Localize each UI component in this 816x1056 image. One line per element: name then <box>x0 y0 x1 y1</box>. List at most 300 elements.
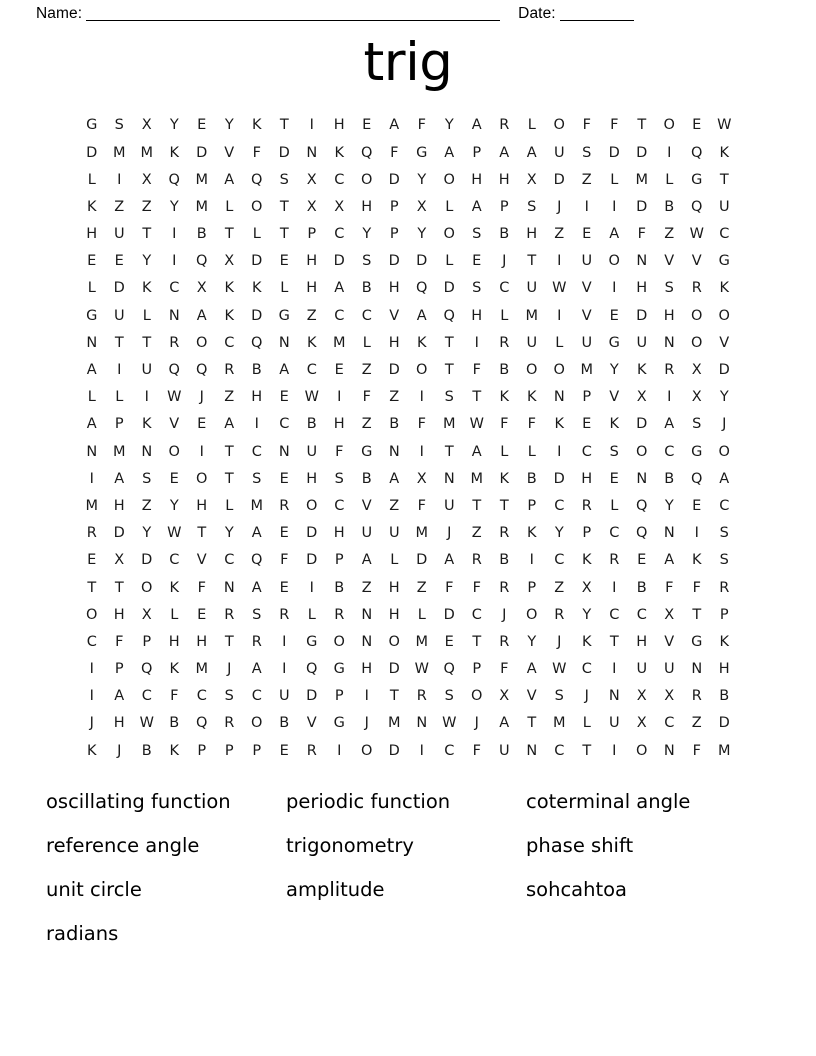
grid-letter[interactable]: X <box>636 715 647 732</box>
grid-letter[interactable]: T <box>609 633 619 650</box>
grid-letter[interactable]: T <box>142 334 152 351</box>
grid-letter[interactable]: A <box>499 144 510 161</box>
grid-letter[interactable]: T <box>279 117 289 134</box>
grid-letter[interactable]: J <box>227 661 232 678</box>
grid-letter[interactable]: C <box>581 661 592 678</box>
grid-letter[interactable]: A <box>609 226 620 243</box>
grid-letter[interactable]: J <box>557 633 562 650</box>
grid-letter[interactable]: B <box>499 552 510 569</box>
grid-letter[interactable]: C <box>636 606 647 623</box>
grid-letter[interactable]: C <box>334 307 345 324</box>
grid-letter[interactable]: R <box>609 552 620 569</box>
grid-letter[interactable]: N <box>636 470 648 487</box>
grid-letter[interactable]: N <box>636 253 648 270</box>
grid-letter[interactable]: Z <box>471 525 482 542</box>
grid-letter[interactable]: L <box>527 443 536 460</box>
grid-letter[interactable]: X <box>691 362 702 379</box>
grid-letter[interactable]: Q <box>443 661 455 678</box>
grid-letter[interactable]: X <box>224 253 235 270</box>
grid-letter[interactable]: R <box>499 633 510 650</box>
grid-letter[interactable]: M <box>415 525 428 542</box>
grid-letter[interactable]: V <box>664 253 675 270</box>
grid-letter[interactable]: N <box>278 443 290 460</box>
grid-letter[interactable]: K <box>334 144 344 161</box>
grid-letter[interactable]: I <box>612 579 617 596</box>
grid-letter[interactable]: F <box>335 443 344 460</box>
grid-letter[interactable]: X <box>664 688 675 705</box>
grid-letter[interactable]: N <box>306 144 318 161</box>
grid-letter[interactable]: H <box>388 606 400 623</box>
grid-letter[interactable]: S <box>719 525 729 542</box>
grid-letter[interactable]: Y <box>444 117 454 134</box>
grid-letter[interactable]: L <box>390 552 399 569</box>
grid-letter[interactable]: S <box>142 470 152 487</box>
grid-letter[interactable]: X <box>416 198 427 215</box>
grid-letter[interactable]: D <box>113 525 125 542</box>
grid-letter[interactable]: L <box>610 497 619 514</box>
grid-letter[interactable]: F <box>197 579 206 596</box>
grid-letter[interactable]: T <box>197 525 207 542</box>
grid-letter[interactable]: G <box>306 633 318 650</box>
grid-letter[interactable]: A <box>664 416 675 433</box>
grid-letter[interactable]: K <box>636 362 647 379</box>
grid-letter[interactable]: H <box>196 633 208 650</box>
grid-letter[interactable]: H <box>636 280 648 297</box>
grid-letter[interactable]: X <box>141 117 152 134</box>
grid-letter[interactable]: Y <box>609 362 619 379</box>
grid-letter[interactable]: C <box>141 688 152 705</box>
grid-letter[interactable]: J <box>199 389 204 406</box>
grid-letter[interactable]: C <box>86 633 97 650</box>
grid-letter[interactable]: R <box>169 334 180 351</box>
grid-letter[interactable]: H <box>471 307 483 324</box>
grid-letter[interactable]: K <box>691 552 702 569</box>
grid-letter[interactable]: E <box>279 389 289 406</box>
grid-letter[interactable]: S <box>692 416 702 433</box>
grid-letter[interactable]: I <box>199 443 204 460</box>
grid-letter[interactable]: E <box>279 253 289 270</box>
grid-letter[interactable]: E <box>609 470 619 487</box>
grid-letter[interactable]: L <box>225 497 234 514</box>
grid-letter[interactable]: J <box>447 525 452 542</box>
grid-letter[interactable]: L <box>362 334 371 351</box>
grid-letter[interactable]: J <box>502 606 507 623</box>
grid-letter[interactable]: Q <box>443 307 455 324</box>
grid-letter[interactable]: M <box>112 144 126 161</box>
grid-letter[interactable]: K <box>581 552 592 569</box>
grid-letter[interactable]: F <box>445 579 454 596</box>
grid-letter[interactable]: T <box>87 579 97 596</box>
grid-letter[interactable]: G <box>691 171 703 188</box>
grid-letter[interactable]: I <box>557 253 562 270</box>
grid-letter[interactable]: A <box>361 552 372 569</box>
grid-letter[interactable]: O <box>636 443 648 460</box>
grid-letter[interactable]: X <box>636 688 647 705</box>
grid-letter[interactable]: Z <box>581 171 592 188</box>
grid-letter[interactable]: X <box>664 606 675 623</box>
grid-letter[interactable]: T <box>224 443 234 460</box>
grid-letter[interactable]: U <box>361 525 373 542</box>
grid-letter[interactable]: Q <box>691 198 703 215</box>
grid-letter[interactable]: A <box>251 661 262 678</box>
grid-letter[interactable]: S <box>334 470 344 487</box>
grid-letter[interactable]: B <box>334 579 345 596</box>
grid-letter[interactable]: H <box>526 226 538 243</box>
grid-letter[interactable]: D <box>113 280 125 297</box>
grid-letter[interactable]: L <box>417 606 426 623</box>
grid-letter[interactable]: Z <box>554 579 565 596</box>
grid-letter[interactable]: L <box>665 171 674 188</box>
grid-letter[interactable]: N <box>443 470 455 487</box>
grid-letter[interactable]: Q <box>141 661 153 678</box>
grid-letter[interactable]: W <box>689 226 704 243</box>
grid-letter[interactable]: H <box>388 280 400 297</box>
grid-letter[interactable]: I <box>117 362 122 379</box>
grid-letter[interactable]: P <box>142 633 152 650</box>
grid-letter[interactable]: O <box>526 362 538 379</box>
grid-letter[interactable]: P <box>472 661 482 678</box>
grid-letter[interactable]: D <box>388 253 400 270</box>
grid-letter[interactable]: V <box>361 497 372 514</box>
grid-letter[interactable]: A <box>526 144 537 161</box>
grid-letter[interactable]: W <box>552 280 567 297</box>
grid-letter[interactable]: P <box>389 226 399 243</box>
grid-letter[interactable]: L <box>582 715 591 732</box>
grid-letter[interactable]: E <box>334 362 344 379</box>
grid-letter[interactable]: K <box>141 280 152 297</box>
grid-letter[interactable]: I <box>667 389 672 406</box>
grid-letter[interactable]: L <box>527 117 536 134</box>
grid-letter[interactable]: T <box>389 688 399 705</box>
grid-letter[interactable]: N <box>86 334 98 351</box>
grid-letter[interactable]: A <box>719 470 730 487</box>
grid-letter[interactable]: G <box>86 117 98 134</box>
grid-letter[interactable]: N <box>691 661 703 678</box>
grid-letter[interactable]: U <box>113 226 125 243</box>
grid-letter[interactable]: T <box>472 389 482 406</box>
grid-letter[interactable]: S <box>719 552 729 569</box>
grid-letter[interactable]: X <box>141 171 152 188</box>
grid-letter[interactable]: V <box>664 633 675 650</box>
grid-letter[interactable]: G <box>86 307 98 324</box>
grid-letter[interactable]: Q <box>251 552 263 569</box>
grid-letter[interactable]: M <box>717 742 731 759</box>
grid-letter[interactable]: N <box>168 307 180 324</box>
grid-letter[interactable]: B <box>361 280 372 297</box>
grid-letter[interactable]: K <box>554 416 564 433</box>
grid-letter[interactable]: B <box>499 226 510 243</box>
grid-letter[interactable]: B <box>251 362 262 379</box>
grid-letter[interactable]: O <box>663 117 675 134</box>
grid-letter[interactable]: C <box>224 334 235 351</box>
grid-letter[interactable]: P <box>389 198 399 215</box>
grid-letter[interactable]: Z <box>361 579 372 596</box>
grid-letter[interactable]: H <box>113 606 125 623</box>
grid-letter[interactable]: I <box>144 389 149 406</box>
grid-letter[interactable]: O <box>443 226 455 243</box>
grid-letter[interactable]: S <box>472 226 482 243</box>
grid-letter[interactable]: I <box>557 443 562 460</box>
grid-letter[interactable]: O <box>443 171 455 188</box>
grid-letter[interactable]: D <box>306 525 318 542</box>
grid-letter[interactable]: O <box>416 362 428 379</box>
grid-letter[interactable]: M <box>85 497 98 514</box>
grid-letter[interactable]: I <box>172 253 177 270</box>
grid-letter[interactable]: C <box>334 171 345 188</box>
grid-letter[interactable]: Z <box>361 362 372 379</box>
grid-letter[interactable]: O <box>553 362 565 379</box>
grid-letter[interactable]: H <box>86 226 98 243</box>
grid-letter[interactable]: E <box>114 253 124 270</box>
grid-letter[interactable]: M <box>140 144 153 161</box>
grid-letter[interactable]: M <box>415 633 428 650</box>
grid-letter[interactable]: J <box>474 715 479 732</box>
grid-letter[interactable]: S <box>582 144 592 161</box>
grid-letter[interactable]: I <box>309 117 314 134</box>
grid-letter[interactable]: Q <box>306 661 318 678</box>
grid-letter[interactable]: X <box>306 171 317 188</box>
grid-letter[interactable]: J <box>722 416 727 433</box>
grid-letter[interactable]: O <box>718 307 730 324</box>
grid-letter[interactable]: O <box>608 253 620 270</box>
grid-letter[interactable]: V <box>691 253 702 270</box>
word-list-item[interactable]: radians <box>46 922 119 945</box>
grid-letter[interactable]: F <box>527 416 536 433</box>
grid-letter[interactable]: U <box>141 362 153 379</box>
grid-letter[interactable]: C <box>251 688 262 705</box>
grid-letter[interactable]: U <box>636 661 648 678</box>
grid-letter[interactable]: Z <box>114 198 125 215</box>
grid-letter[interactable]: A <box>499 715 510 732</box>
grid-letter[interactable]: E <box>582 226 592 243</box>
grid-letter[interactable]: K <box>224 307 234 324</box>
grid-letter[interactable]: X <box>499 688 510 705</box>
grid-letter[interactable]: D <box>443 606 455 623</box>
grid-letter[interactable]: N <box>388 443 400 460</box>
grid-letter[interactable]: N <box>86 443 98 460</box>
grid-letter[interactable]: A <box>389 470 400 487</box>
grid-letter[interactable]: G <box>691 633 703 650</box>
grid-letter[interactable]: D <box>141 552 153 569</box>
grid-letter[interactable]: L <box>170 606 179 623</box>
grid-letter[interactable]: B <box>636 579 647 596</box>
grid-letter[interactable]: K <box>526 525 537 542</box>
grid-letter[interactable]: D <box>636 307 648 324</box>
grid-letter[interactable]: O <box>636 742 648 759</box>
grid-letter[interactable]: I <box>337 742 342 759</box>
grid-letter[interactable]: M <box>332 334 346 351</box>
grid-letter[interactable]: N <box>553 389 565 406</box>
grid-letter[interactable]: Z <box>554 226 565 243</box>
grid-letter[interactable]: F <box>692 742 701 759</box>
grid-letter[interactable]: K <box>719 280 729 297</box>
grid-letter[interactable]: V <box>196 552 207 569</box>
grid-letter[interactable]: B <box>361 470 372 487</box>
grid-letter[interactable]: F <box>472 742 481 759</box>
grid-letter[interactable]: H <box>388 334 400 351</box>
grid-letter[interactable]: R <box>719 579 730 596</box>
grid-letter[interactable]: P <box>472 144 482 161</box>
grid-letter[interactable]: H <box>113 715 125 732</box>
grid-letter[interactable]: N <box>361 606 373 623</box>
grid-letter[interactable]: U <box>581 253 593 270</box>
grid-letter[interactable]: E <box>609 307 619 324</box>
grid-letter[interactable]: K <box>169 742 179 759</box>
grid-letter[interactable]: I <box>89 661 94 678</box>
grid-letter[interactable]: T <box>527 253 537 270</box>
grid-letter[interactable]: S <box>444 389 454 406</box>
grid-letter[interactable]: X <box>636 389 647 406</box>
grid-letter[interactable]: J <box>584 688 589 705</box>
grid-letter[interactable]: R <box>251 633 262 650</box>
grid-letter[interactable]: T <box>527 715 537 732</box>
grid-letter[interactable]: R <box>86 525 97 542</box>
grid-letter[interactable]: E <box>87 552 97 569</box>
grid-letter[interactable]: E <box>279 579 289 596</box>
grid-letter[interactable]: I <box>612 198 617 215</box>
grid-letter[interactable]: I <box>557 307 562 324</box>
grid-letter[interactable]: C <box>444 742 455 759</box>
grid-letter[interactable]: A <box>526 661 537 678</box>
grid-letter[interactable]: W <box>139 715 154 732</box>
grid-letter[interactable]: M <box>525 307 538 324</box>
grid-letter[interactable]: D <box>416 253 428 270</box>
grid-letter[interactable]: U <box>608 715 620 732</box>
grid-letter[interactable]: C <box>554 497 565 514</box>
grid-letter[interactable]: Q <box>251 334 263 351</box>
grid-letter[interactable]: A <box>86 416 97 433</box>
grid-letter[interactable]: K <box>86 742 97 759</box>
grid-letter[interactable]: U <box>581 334 593 351</box>
grid-letter[interactable]: D <box>553 171 565 188</box>
grid-letter[interactable]: W <box>469 416 484 433</box>
grid-letter[interactable]: N <box>663 334 675 351</box>
grid-letter[interactable]: X <box>141 606 152 623</box>
grid-letter[interactable]: G <box>416 144 428 161</box>
grid-letter[interactable]: A <box>471 443 482 460</box>
grid-letter[interactable]: T <box>114 334 124 351</box>
grid-letter[interactable]: T <box>114 579 124 596</box>
grid-letter[interactable]: T <box>692 606 702 623</box>
grid-letter[interactable]: F <box>417 117 426 134</box>
grid-letter[interactable]: L <box>225 198 234 215</box>
grid-letter[interactable]: Q <box>416 280 428 297</box>
grid-letter[interactable]: M <box>552 715 566 732</box>
grid-letter[interactable]: D <box>388 362 400 379</box>
grid-letter[interactable]: O <box>691 334 703 351</box>
grid-letter[interactable]: C <box>554 552 565 569</box>
grid-letter[interactable]: B <box>169 715 180 732</box>
grid-letter[interactable]: K <box>499 389 509 406</box>
grid-letter[interactable]: F <box>170 688 179 705</box>
grid-letter[interactable]: Q <box>168 171 180 188</box>
grid-letter[interactable]: O <box>196 334 208 351</box>
grid-letter[interactable]: L <box>500 307 509 324</box>
grid-letter[interactable]: P <box>582 389 592 406</box>
grid-letter[interactable]: R <box>691 280 702 297</box>
grid-letter[interactable]: Y <box>719 389 729 406</box>
grid-letter[interactable]: M <box>195 171 208 188</box>
grid-letter[interactable]: I <box>172 226 177 243</box>
grid-letter[interactable]: I <box>282 661 287 678</box>
grid-letter[interactable]: H <box>333 416 345 433</box>
grid-letter[interactable]: D <box>388 661 400 678</box>
grid-letter[interactable]: A <box>279 362 290 379</box>
grid-letter[interactable]: A <box>471 117 482 134</box>
grid-letter[interactable]: N <box>608 688 620 705</box>
grid-letter[interactable]: A <box>444 552 455 569</box>
grid-letter[interactable]: Y <box>664 497 674 514</box>
grid-letter[interactable]: O <box>306 497 318 514</box>
grid-letter[interactable]: Z <box>389 497 400 514</box>
grid-letter[interactable]: F <box>665 579 674 596</box>
word-list-item[interactable]: reference angle <box>46 834 200 857</box>
grid-letter[interactable]: B <box>196 226 207 243</box>
grid-letter[interactable]: A <box>251 525 262 542</box>
grid-letter[interactable]: K <box>416 334 427 351</box>
grid-letter[interactable]: S <box>224 688 234 705</box>
grid-letter[interactable]: A <box>251 579 262 596</box>
grid-letter[interactable]: R <box>691 688 702 705</box>
grid-letter[interactable]: T <box>444 362 454 379</box>
grid-letter[interactable]: B <box>306 416 317 433</box>
grid-letter[interactable]: V <box>719 334 730 351</box>
grid-letter[interactable]: I <box>419 443 424 460</box>
name-write-in-line[interactable] <box>86 8 500 21</box>
grid-letter[interactable]: J <box>502 253 507 270</box>
grid-letter[interactable]: L <box>445 253 454 270</box>
grid-letter[interactable]: A <box>444 144 455 161</box>
grid-letter[interactable]: S <box>252 606 262 623</box>
grid-letter[interactable]: U <box>306 443 318 460</box>
grid-letter[interactable]: S <box>609 443 619 460</box>
grid-letter[interactable]: O <box>388 633 400 650</box>
grid-letter[interactable]: B <box>664 198 675 215</box>
grid-letter[interactable]: T <box>719 171 729 188</box>
grid-letter[interactable]: K <box>251 280 262 297</box>
grid-letter[interactable]: G <box>361 443 373 460</box>
grid-letter[interactable]: Z <box>416 579 427 596</box>
grid-letter[interactable]: H <box>196 497 208 514</box>
grid-letter[interactable]: H <box>581 470 593 487</box>
grid-letter[interactable]: D <box>636 144 648 161</box>
grid-letter[interactable]: E <box>197 416 207 433</box>
grid-letter[interactable]: T <box>279 226 289 243</box>
grid-letter[interactable]: K <box>251 117 262 134</box>
grid-letter[interactable]: L <box>252 226 261 243</box>
grid-letter[interactable]: U <box>663 661 675 678</box>
grid-letter[interactable]: M <box>635 171 648 188</box>
grid-letter[interactable]: V <box>581 307 592 324</box>
grid-letter[interactable]: U <box>388 525 400 542</box>
grid-letter[interactable]: M <box>470 470 483 487</box>
grid-letter[interactable]: X <box>196 280 207 297</box>
grid-letter[interactable]: C <box>664 443 675 460</box>
grid-letter[interactable]: K <box>169 144 179 161</box>
grid-letter[interactable]: T <box>279 198 289 215</box>
grid-letter[interactable]: Y <box>224 525 234 542</box>
grid-letter[interactable]: U <box>278 688 290 705</box>
grid-letter[interactable]: T <box>472 497 482 514</box>
grid-letter[interactable]: G <box>333 715 345 732</box>
grid-letter[interactable]: W <box>414 661 429 678</box>
grid-letter[interactable]: C <box>196 688 207 705</box>
grid-letter[interactable]: F <box>280 552 289 569</box>
grid-letter[interactable]: C <box>554 742 565 759</box>
grid-letter[interactable]: B <box>664 470 675 487</box>
grid-letter[interactable]: Q <box>251 171 263 188</box>
grid-letter[interactable]: Y <box>417 171 427 188</box>
